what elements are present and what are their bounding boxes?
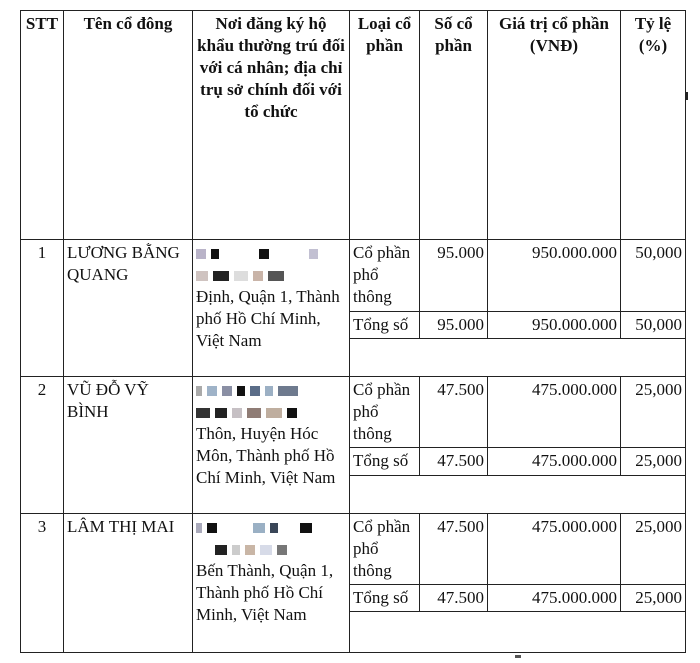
share-type-common: Cổ phần phổ thông: [350, 377, 420, 448]
header-share-type: Loại cổ phần: [350, 11, 420, 240]
total-share-ratio: 25,000: [621, 448, 686, 476]
address-text: Định, Quận 1, Thành phố Hồ Chí Minh, Việt Nam: [196, 287, 340, 350]
empty-cell: [350, 612, 686, 653]
shareholder-table: [20, 10, 686, 653]
row-stt: 1: [21, 240, 64, 377]
address-text: Bến Thành, Quận 1, Thành phố Hồ Chí Minh, Việt Nam: [196, 561, 334, 624]
header-address: Nơi đăng ký hộ khẩu thường trú đối với cá nhân; địa chỉ trụ sở chính đối với tổ chức: [193, 11, 350, 240]
header-share-value: Giá trị cổ phần (VNĐ): [488, 11, 621, 240]
redacted-text: [196, 242, 346, 264]
share-count: 47.500: [420, 514, 488, 585]
empty-cell: [350, 339, 686, 377]
table-row: [21, 514, 686, 585]
share-count: 47.500: [420, 377, 488, 448]
redacted-text: [196, 516, 346, 538]
header-stt: STT: [21, 11, 64, 240]
share-count: 95.000: [420, 240, 488, 312]
share-type-common: Cổ phần phổ thông: [350, 514, 420, 585]
row-address: [193, 377, 350, 514]
redacted-text: [196, 538, 346, 560]
header-name: Tên cổ đông: [64, 11, 193, 240]
address-text: Thôn, Huyện Hóc Môn, Thành phố Hồ Chí Minh, Việt Nam: [196, 424, 336, 487]
share-ratio: 25,000: [621, 377, 686, 448]
total-share-count: 47.500: [420, 585, 488, 612]
total-share-count: 95.000: [420, 312, 488, 339]
table-row: [21, 377, 686, 448]
share-ratio: 25,000: [621, 514, 686, 585]
edge-mark: [685, 92, 688, 100]
share-type-total: Tổng số: [350, 312, 420, 339]
header-share-count: Số cổ phần: [420, 11, 488, 240]
row-address: [193, 514, 350, 653]
share-value: 475.000.000: [488, 377, 621, 448]
total-share-value: 475.000.000: [488, 585, 621, 612]
share-type-total: Tổng số: [350, 448, 420, 476]
total-share-ratio: 50,000: [621, 312, 686, 339]
table-row: [21, 240, 686, 312]
row-shareholder-name: LƯƠNG BẰNG QUANG: [64, 240, 193, 377]
total-share-value: 950.000.000: [488, 312, 621, 339]
row-shareholder-name: VŨ ĐỖ VỸ BÌNH: [64, 377, 193, 514]
share-value: 950.000.000: [488, 240, 621, 312]
redacted-text: [196, 264, 346, 286]
redacted-text: [196, 401, 346, 423]
row-address: [193, 240, 350, 377]
total-share-ratio: 25,000: [621, 585, 686, 612]
share-type-total: Tổng số: [350, 585, 420, 612]
redacted-text: [196, 379, 346, 401]
share-ratio: 50,000: [621, 240, 686, 312]
share-value: 475.000.000: [488, 514, 621, 585]
page-mark: [515, 655, 521, 658]
row-stt: 3: [21, 514, 64, 653]
header-ratio: Tỷ lệ (%): [621, 11, 686, 240]
empty-cell: [350, 476, 686, 514]
header-row: [21, 11, 686, 240]
row-shareholder-name: LÂM THỊ MAI: [64, 514, 193, 653]
share-type-common: Cổ phần phổ thông: [350, 240, 420, 312]
row-stt: 2: [21, 377, 64, 514]
total-share-count: 47.500: [420, 448, 488, 476]
total-share-value: 475.000.000: [488, 448, 621, 476]
